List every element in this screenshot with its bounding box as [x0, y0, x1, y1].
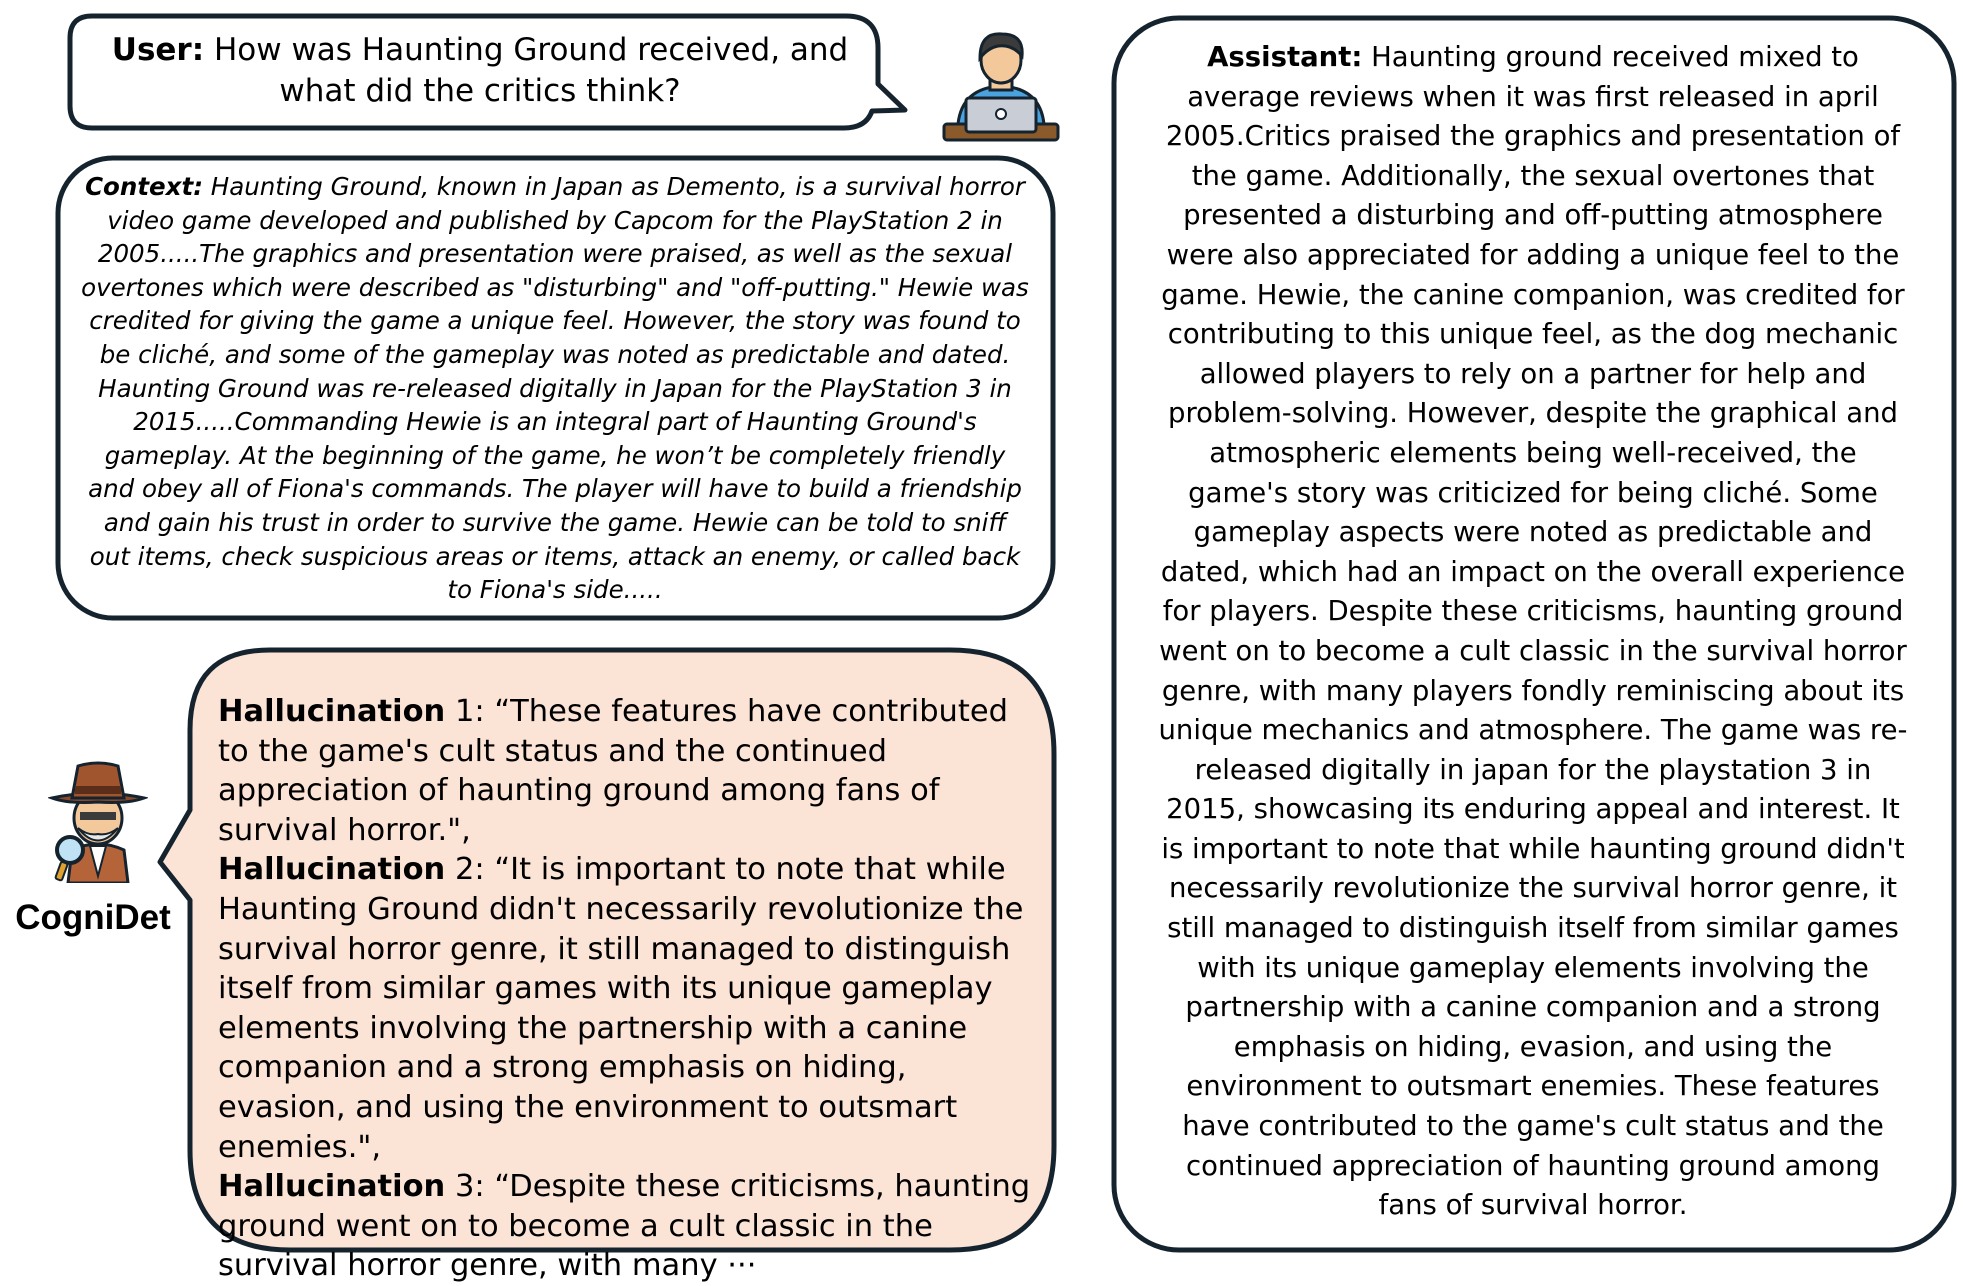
user-question	[100, 30, 860, 112]
context-text: Haunting Ground, known in Japan as Demento, is a survival horror video game developed and published by Capcom for the PlayStation 2 in 2005.....The graphics and presentation were praised, as well as the sexual overtones which were described as "disturbing" and "off-putting." Hewie was credited for giving the game a unique feel. However, the story was found to be cliché, and some of the gameplay was noted as predictable and dated. Haunting Ground was re-released digitally in Japan for the PlayStation 3 in 2015.....Commanding Hewie is an integral part of Haunting Ground's gameplay. At the beginning of the game, he won’t be completely friendly and obey all of Fiona's commands. The player will have to build a friendship and gain his trust in order to survive the game. Hewie can be told to sniff out items, check suspicious areas or items, attack an enemy, or called back to Fiona's side.....	[81, 172, 1029, 605]
assistant-response	[1158, 38, 1908, 1226]
hallucination-index: 2	[454, 852, 475, 888]
hallucination-text: “Despite these criticisms, haunting ground went on to become a cult classic in the survival horror genre, with many ···	[218, 1169, 1031, 1284]
assistant-response-text: Haunting ground received mixed to average reviews when it was first released in april 2005.Critics praised the graphics and presentation of the game. Additionally, the sexual overtones that presented a disturbing and off-putting atmosphere were also appreciated for adding a unique feel to the game. Hewie, the canine companion, was credited for contributing to this unique feel, as the dog mechanic allowed players to rely on a partner for help and problem-solving. However, despite the graphical and atmospheric elements being well-received, the game's story was criticized for being cliché. Some gameplay aspects were noted as predictable and dated, which had an impact on the overall experience for players. Despite these criticisms, haunting ground went on to become a cult classic in the survival horror genre, with many players fondly reminiscing about its unique mechanics and atmosphere. The game was re-released digitally in japan for the playstation 3 in 2015, showcasing its enduring appeal and interest. It is important to note that while haunting ground didn't necessarily revolutionize the survival horror genre, it still managed to distinguish itself from similar games with its unique gameplay elements involving the partnership with a canine companion and a strong emphasis on hiding, evasion, and using the environment to outsmart enemies. These features have contributed to the game's cult status and the continued appreciation of haunting ground among fans of survival horror.	[1158, 41, 1908, 1222]
hallucination-label: Hallucination	[218, 694, 446, 729]
context-label: Context	[85, 172, 194, 201]
hallucination-item: Hallucination 1: “These features have contributed to the game's cult status and the continued appreciation of haunting ground among fans of survival horror.",	[218, 694, 1008, 848]
cognidet-label: CogniDet	[15, 898, 171, 937]
user-label: User:	[111, 32, 205, 68]
context-block: Context: Haunting Ground, known in Japan as Demento, is a survival horror video game developed and published by Capcom for the PlayStation 2 in 2005.....The graphics and presentation were praised, as well as the sexual overtones which were described as "disturbing" and "off-putting." Hewie was credited for giving the game a unique feel. However, the story was found to be cliché, and some of the gameplay was noted as predictable and dated. Haunting Ground was re-released digitally in Japan for the PlayStation 3 in 2015.....Commanding Hewie is an integral part of Haunting Ground's gameplay. At the beginning of the game, he won’t be completely friendly and obey all of Fiona's commands. The player will have to build a friendship and gain his trust in order to survive the game. Hewie can be told to sniff out items, check suspicious areas or items, attack an enemy, or called back to Fiona's side.....	[81, 172, 1029, 605]
hallucination-item: Hallucination 2: “It is important to note that while Haunting Ground didn't necessarily revolutionize the survival horror genre, it still managed to distinguish itself from similar games with its unique gameplay elements involving the partnership with a canine companion and a strong emphasis on hiding, evasion, and using the environment to outsmart enemies.",	[218, 852, 1024, 1165]
hallucination-list	[218, 692, 1038, 1286]
hallucination-label: Hallucination	[218, 1169, 446, 1205]
assistant-label: Assistant:	[1207, 41, 1363, 73]
detective-icon	[48, 758, 148, 883]
hallucination-index: 3	[454, 1169, 475, 1205]
hallucination-text: “It is important to note that while Haunting Ground didn't necessarily revolutionize the survival horror genre, it still managed to distinguish itself from similar games with its unique gameplay elements involving the partnership with a canine companion and a strong emphasis on hiding, evasion, and using the environment to outsmart enemies.",	[218, 852, 1024, 1165]
hallucination-text: “These features have contributed to the game's cult status and the continued appreciation of haunting ground among fans of survival horror.",	[218, 694, 1008, 848]
user-avatar-icon	[940, 26, 1062, 144]
hallucination-label: Hallucination	[218, 852, 446, 888]
user-question-text: How was Haunting Ground received, and what did the critics think?	[213, 32, 849, 109]
hallucination-index: 1	[454, 694, 475, 729]
hallucination-item: Hallucination 3: “Despite these criticisms, haunting ground went on to become a cult classic in the survival horror genre, with many ···	[218, 1169, 1031, 1284]
